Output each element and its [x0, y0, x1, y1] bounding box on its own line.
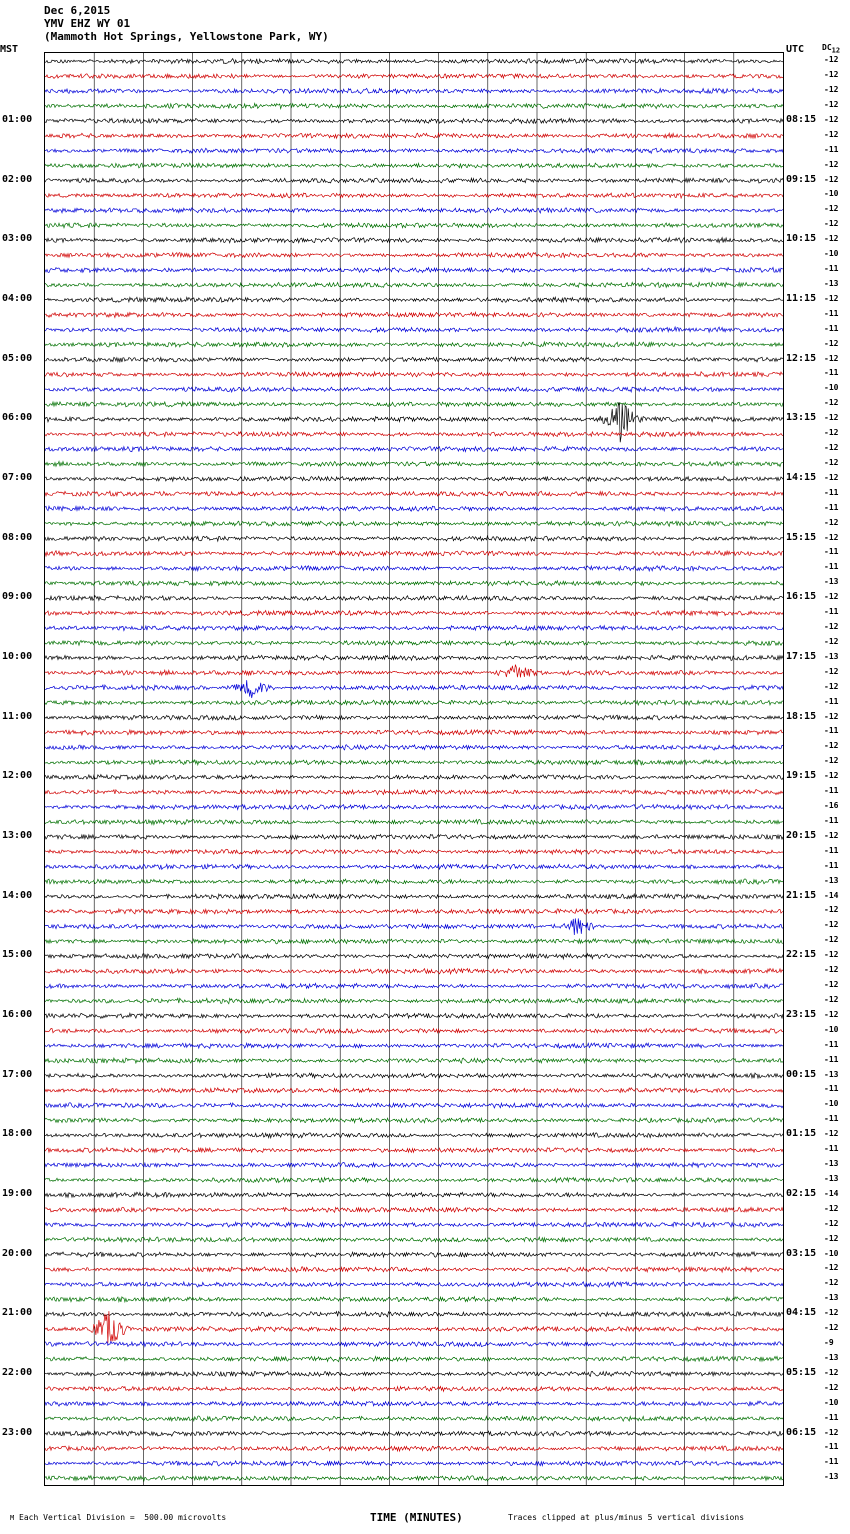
dc-offset-value: -11 — [824, 323, 839, 333]
x-axis-title: TIME (MINUTES) — [370, 1511, 463, 1524]
row-label-utc: 09:15 — [786, 173, 817, 185]
dc-offset-value: -9 — [824, 1338, 834, 1348]
dc-offset-value: -12 — [824, 398, 839, 408]
dc-offset-value: -12 — [824, 622, 839, 632]
dc-offset-value: -12 — [824, 935, 839, 945]
row-label-utc: 21:15 — [786, 889, 817, 901]
dc-offset-value: -11 — [824, 562, 839, 572]
header-date: Dec 6,2015 — [44, 4, 111, 17]
dc-offset-value: -10 — [824, 249, 839, 259]
dc-offset-value: -12 — [824, 70, 839, 80]
dc-offset-value: -11 — [824, 860, 839, 870]
dc-offset-value: -14 — [824, 1188, 839, 1198]
dc-offset-value: -14 — [824, 890, 839, 900]
row-label-mst: 17:00 — [2, 1068, 33, 1080]
dc-offset-value: -11 — [824, 308, 839, 318]
row-label-utc: 01:15 — [786, 1128, 817, 1140]
dc-offset-value: -13 — [824, 278, 839, 288]
axis-label-utc: UTC — [786, 44, 805, 55]
helicorder-plot — [44, 52, 784, 1486]
dc-offset-value: -11 — [824, 144, 839, 154]
dc-offset-value: -12 — [824, 219, 839, 229]
dc-offset-value: -12 — [824, 711, 839, 721]
dc-offset-value: -12 — [824, 55, 839, 65]
dc-offset-value: -12 — [824, 428, 839, 438]
dc-offset-value: -12 — [824, 592, 839, 602]
dc-offset-value: -12 — [824, 1263, 839, 1273]
dc-offset-value: -11 — [824, 607, 839, 617]
dc-offset-value: -13 — [824, 875, 839, 885]
row-label-mst: 20:00 — [2, 1247, 33, 1259]
dc-offset-value: -12 — [824, 1233, 839, 1243]
row-label-mst: 14:00 — [2, 889, 33, 901]
row-label-mst: 08:00 — [2, 531, 33, 543]
dc-offset-value: -11 — [824, 1084, 839, 1094]
dc-offset-value: -11 — [824, 726, 839, 736]
row-label-utc: 03:15 — [786, 1247, 817, 1259]
footer-clip-note: Traces clipped at plus/minus 5 vertical divisions — [508, 1513, 745, 1522]
dc-offset-value: -13 — [824, 1293, 839, 1303]
dc-offset-value: -12 — [824, 234, 839, 244]
dc-offset-value: -12 — [824, 204, 839, 214]
row-label-mst: 07:00 — [2, 471, 33, 483]
row-label-mst: 10:00 — [2, 650, 33, 662]
dc-offset-value: -12 — [824, 517, 839, 527]
dc-offset-value: -12 — [824, 174, 839, 184]
dc-offset-value: -12 — [824, 338, 839, 348]
dc-offset-value: -12 — [824, 1129, 839, 1139]
dc-offset-value: -11 — [824, 1412, 839, 1422]
dc-offset-value: -11 — [824, 1457, 839, 1467]
dc-offset-value: -10 — [824, 1397, 839, 1407]
dc-offset-value: -11 — [824, 368, 839, 378]
dc-offset-value: -10 — [824, 1248, 839, 1258]
row-label-utc: 10:15 — [786, 233, 817, 245]
dc-offset-value: -12 — [824, 980, 839, 990]
row-label-mst: 09:00 — [2, 591, 33, 603]
row-label-mst: 04:00 — [2, 292, 33, 304]
dc-offset-value: -12 — [824, 443, 839, 453]
dc-offset-value: -12 — [824, 1203, 839, 1213]
dc-offset-value: -12 — [824, 85, 839, 95]
dc-offset-value: -12 — [824, 920, 839, 930]
row-label-mst: 11:00 — [2, 710, 33, 722]
row-label-utc: 13:15 — [786, 412, 817, 424]
row-label-utc: 22:15 — [786, 949, 817, 961]
row-label-utc: 11:15 — [786, 292, 817, 304]
row-label-mst: 21:00 — [2, 1307, 33, 1319]
dc-offset-value: -11 — [824, 815, 839, 825]
dc-offset-value: -12 — [824, 1323, 839, 1333]
dc-offset-value: -12 — [824, 830, 839, 840]
dc-offset-value: -12 — [824, 293, 839, 303]
dc-offset-value: -10 — [824, 383, 839, 393]
row-label-utc: 12:15 — [786, 352, 817, 364]
row-label-mst: 05:00 — [2, 352, 33, 364]
dc-offset-value: -12 — [824, 771, 839, 781]
dc-offset-value: -11 — [824, 547, 839, 557]
header-station: YMV EHZ WY 01 — [44, 17, 131, 30]
chart-header — [44, 4, 329, 43]
dc-offset-value: -11 — [824, 502, 839, 512]
row-label-mst: 01:00 — [2, 113, 33, 125]
dc-offset-value: -11 — [824, 1442, 839, 1452]
dc-offset-value: -12 — [824, 681, 839, 691]
dc-offset-value: -12 — [824, 532, 839, 542]
dc-offset-value: -12 — [824, 1218, 839, 1228]
dc-offset-value: -10 — [824, 1024, 839, 1034]
row-label-utc: 17:15 — [786, 650, 817, 662]
dc-offset-value: -11 — [824, 1054, 839, 1064]
dc-offset-value: -12 — [824, 1278, 839, 1288]
row-label-mst: 03:00 — [2, 233, 33, 245]
dc-offset-value: -12 — [824, 99, 839, 109]
row-label-utc: 08:15 — [786, 113, 817, 125]
dc-offset-value: -11 — [824, 1039, 839, 1049]
row-label-mst: 13:00 — [2, 829, 33, 841]
row-label-utc: 16:15 — [786, 591, 817, 603]
dc-offset-value: -12 — [824, 457, 839, 467]
dc-offset-value: -12 — [824, 114, 839, 124]
row-label-utc: 14:15 — [786, 471, 817, 483]
dc-offset-value: -11 — [824, 264, 839, 274]
dc-offset-value: -12 — [824, 159, 839, 169]
row-label-mst: 16:00 — [2, 1008, 33, 1020]
row-label-mst: 12:00 — [2, 770, 33, 782]
x-axis-ticks — [0, 1489, 850, 1503]
dc-offset-value: -13 — [824, 1472, 839, 1482]
axis-label-mst: MST — [0, 44, 19, 55]
dc-offset-value: -12 — [824, 741, 839, 751]
row-label-mst: 02:00 — [2, 173, 33, 185]
row-label-utc: 02:15 — [786, 1187, 817, 1199]
row-label-utc: 05:15 — [786, 1366, 817, 1378]
dc-offset-value: -12 — [824, 756, 839, 766]
dc-offset-value: -11 — [824, 786, 839, 796]
dc-offset-value: -12 — [824, 472, 839, 482]
header-location: (Mammoth Hot Springs, Yellowstone Park, WY) — [44, 30, 329, 43]
dc-offset-value: -12 — [824, 666, 839, 676]
row-label-utc: 19:15 — [786, 770, 817, 782]
row-label-utc: 15:15 — [786, 531, 817, 543]
dc-offset-value: -13 — [824, 1173, 839, 1183]
dc-offset-value: -12 — [824, 1009, 839, 1019]
row-label-mst: 22:00 — [2, 1366, 33, 1378]
dc-offset-value: -10 — [824, 1099, 839, 1109]
row-label-mst: 23:00 — [2, 1426, 33, 1438]
row-label-utc: 00:15 — [786, 1068, 817, 1080]
dc-offset-value: -12 — [824, 129, 839, 139]
dc-offset-value: -12 — [824, 1382, 839, 1392]
dc-offset-value: -12 — [824, 353, 839, 363]
footer-scale-note: M Each Vertical Division = 500.00 microvolts — [10, 1513, 227, 1522]
dc-offset-value: -13 — [824, 1352, 839, 1362]
row-label-mst: 15:00 — [2, 949, 33, 961]
row-label-utc: 06:15 — [786, 1426, 817, 1438]
dc-offset-value: -12 — [824, 636, 839, 646]
dc-offset-value: -12 — [824, 1367, 839, 1377]
row-label-mst: 18:00 — [2, 1128, 33, 1140]
dc-offset-value: -12 — [824, 1427, 839, 1437]
dc-offset-value: -11 — [824, 696, 839, 706]
dc-offset-value: -12 — [824, 994, 839, 1004]
dc-offset-value: -12 — [824, 1308, 839, 1318]
dc-offset-value: -12 — [824, 413, 839, 423]
dc-offset-value: -12 — [824, 905, 839, 915]
dc-offset-value: -11 — [824, 845, 839, 855]
dc-offset-value: -13 — [824, 577, 839, 587]
dc-offset-value: -11 — [824, 487, 839, 497]
dc-offset-value: -12 — [824, 965, 839, 975]
dc-offset-value: -13 — [824, 651, 839, 661]
row-label-mst: 19:00 — [2, 1187, 33, 1199]
dc-offset-value: -10 — [824, 189, 839, 199]
row-label-utc: 23:15 — [786, 1008, 817, 1020]
row-label-utc: 04:15 — [786, 1307, 817, 1319]
dc-offset-value: -11 — [824, 1114, 839, 1124]
row-label-utc: 20:15 — [786, 829, 817, 841]
row-label-utc: 18:15 — [786, 710, 817, 722]
dc-offset-value: -13 — [824, 1159, 839, 1169]
dc-offset-value: -13 — [824, 1069, 839, 1079]
row-label-mst: 06:00 — [2, 412, 33, 424]
dc-offset-value: -12 — [824, 950, 839, 960]
dc-offset-value: -11 — [824, 1144, 839, 1154]
dc-offset-value: -16 — [824, 801, 839, 811]
axis-label-dc: $DC_{12}$ — [822, 43, 841, 55]
